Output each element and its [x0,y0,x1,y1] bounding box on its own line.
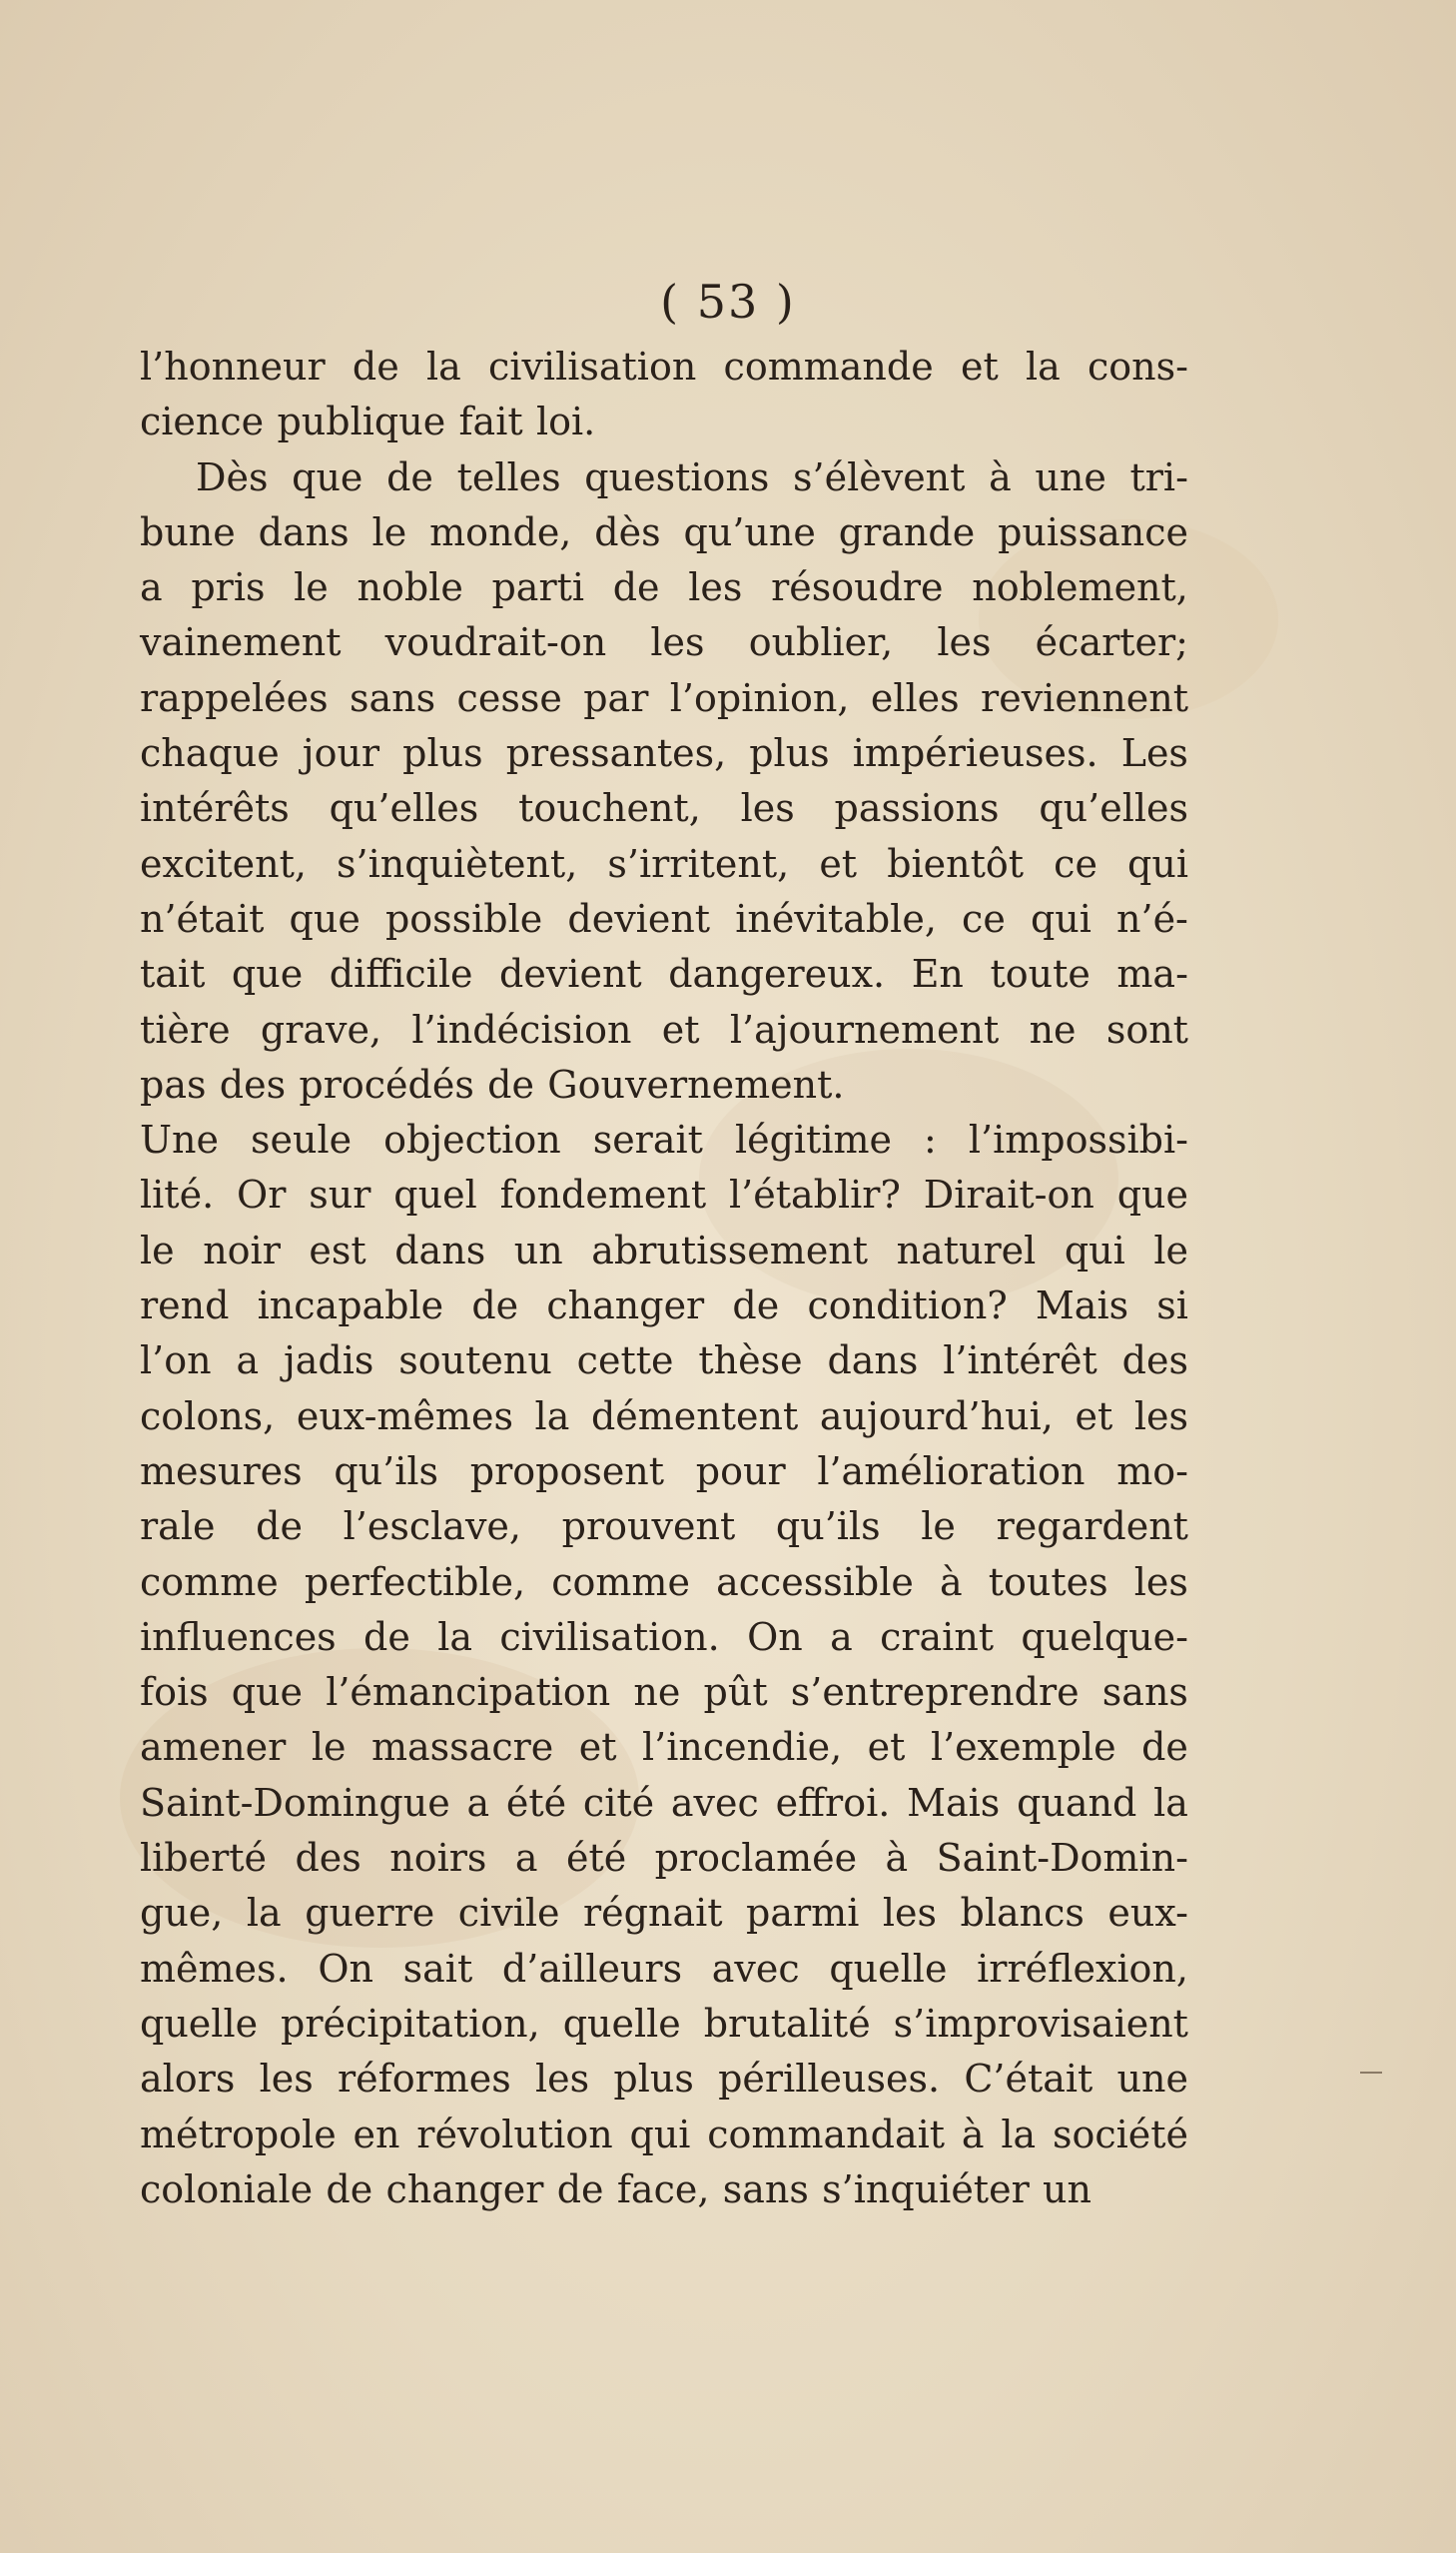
word: civile [457,1891,560,1936]
word: pût [703,1670,768,1715]
word: dangereux. [668,952,886,997]
word: le [311,1725,347,1770]
word: légitime [734,1118,893,1163]
word: vainement [140,620,342,665]
word: impérieuses. [852,731,1098,776]
text-line [140,837,1188,892]
text-line [140,1555,1188,1610]
word: l’honneur [140,345,326,389]
word: : [924,1118,937,1163]
word: précipitation, [281,2001,540,2046]
word: le [371,509,407,554]
word: de [256,1504,303,1549]
word: à [961,2112,985,2156]
word: puissance [998,509,1188,554]
word: une [1035,454,1106,499]
word: soutenu [398,1338,552,1383]
word: a [830,1614,853,1659]
word: aujourd’hui, [819,1393,1054,1438]
word: plus [749,731,830,776]
word: pris [191,565,266,610]
word: ce [1054,841,1097,886]
text-line [140,1720,1188,1775]
word: de [386,454,433,499]
word: qu’elles [329,786,479,831]
word: a [514,1836,538,1881]
word: de [326,2166,373,2211]
word: plus [613,2057,694,2102]
word: ne [633,1670,681,1715]
word: telles [456,454,561,499]
text-line [140,615,1188,670]
word: qu’une [683,509,816,554]
word: incapable [257,1283,444,1328]
word: démentent [590,1393,799,1438]
text-line [140,1058,1188,1113]
word: le [294,565,329,610]
word: à [940,1559,963,1604]
word: des [295,1836,362,1881]
word: guerre [305,1891,435,1936]
word: influences [140,1614,337,1659]
word: le [1153,1228,1188,1273]
word: civilisation [488,345,697,389]
word: En [911,952,964,997]
word: quand [1017,1780,1137,1825]
word: régnait [583,1891,723,1936]
word: mo- [1116,1448,1188,1493]
word: révolution [416,2112,613,2156]
word: à [989,454,1012,499]
word: le [140,1228,175,1273]
word: que [231,1670,304,1715]
text-line [140,2108,1188,2162]
word: coloniale [140,2166,314,2211]
text-line [140,340,1188,395]
word: avec [670,1780,759,1825]
word: changer [385,2166,544,2211]
word: ma- [1116,952,1188,997]
text-line [140,781,1188,836]
word: quelle [562,2001,681,2046]
word: l’impossibi- [968,1118,1188,1163]
word: devient [499,952,642,997]
word: et [960,345,999,389]
word: Une [140,1118,219,1163]
word: dans [258,509,350,554]
word: des [1121,1338,1188,1383]
word: dans [394,1228,486,1273]
word: Saint-Domin- [936,1836,1188,1881]
word: métropole [140,2112,337,2156]
word: gue, [140,1891,224,1936]
word: loi. [535,400,596,444]
word: l’opinion, [669,675,850,720]
text-line [140,450,1188,505]
word: l’esclave, [343,1504,521,1549]
text-line [140,2052,1188,2107]
word: s’inquiètent, [337,841,578,886]
word: l’ajournement [729,1007,1000,1052]
text-line [140,947,1188,1002]
word: dès [594,509,661,554]
word: comme [140,1559,279,1604]
word: sans [1101,1670,1188,1715]
word: reviennent [981,675,1188,720]
word: les [1133,1559,1188,1604]
word: s’entreprendre [790,1670,1080,1715]
word: et [1075,1393,1113,1438]
word: pressantes, [505,731,727,776]
word: qui [1030,896,1092,941]
word: objection [383,1118,561,1163]
word: Mais [1035,1283,1129,1328]
word: qu’ils [334,1448,439,1493]
word: l’on [140,1338,212,1383]
word: sans [350,675,436,720]
word: voudrait-on [384,620,607,665]
word: brutalité [703,2001,871,2046]
word: l’exemple [930,1725,1116,1770]
word: été [565,1836,627,1881]
word: les [688,565,743,610]
word: eux-mêmes [296,1393,513,1438]
word: noirs [389,1836,487,1881]
word: irréflexion, [977,1946,1188,1991]
text-line [140,1831,1188,1886]
text-line [140,560,1188,615]
word: n’était [140,896,265,941]
word: fondement [499,1173,707,1218]
word: que [231,952,304,997]
word: par [583,675,649,720]
word: colons, [140,1393,276,1438]
word: et [661,1007,700,1052]
text-line [140,1997,1188,2052]
word: qui [1127,841,1188,886]
text-line [140,1224,1188,1278]
word: réformes [337,2057,511,2102]
word: craint [880,1614,995,1659]
word: bientôt [887,841,1025,886]
word: de [471,1283,519,1328]
text-line [140,726,1188,781]
word: quelle [140,2001,259,2046]
word: un [513,1228,563,1273]
word: la [534,1393,570,1438]
word: Gouvernement. [547,1062,845,1107]
word: cette [576,1338,674,1383]
word: blancs [960,1891,1085,1936]
word: les [882,1891,938,1936]
word: et [867,1725,906,1770]
word: la [425,345,461,389]
word: devient [567,896,711,941]
word: plus [402,731,483,776]
word: la [1153,1780,1188,1825]
word: est [309,1228,366,1273]
word: pas [140,1062,207,1107]
text-line [140,1168,1188,1223]
text-line [140,1389,1188,1444]
word: parmi [746,1891,860,1936]
word: mesures [140,1448,303,1493]
word: qui [1064,1228,1125,1273]
word: que [292,454,364,499]
word: s’irritent, [607,841,790,886]
word: sont [1105,1007,1188,1052]
word: périlleuses. [718,2057,941,2102]
word: sait [402,1946,473,1991]
text-line [140,1444,1188,1499]
word: chaque [140,731,280,776]
word: noir [203,1228,281,1273]
word: Les [1120,731,1188,776]
word: les [259,2057,314,2102]
word: civilisation. [499,1614,720,1659]
word: de [732,1283,780,1328]
text-line [140,1003,1188,1058]
word: a [236,1338,260,1383]
text-line [140,1113,1188,1168]
word: quel [393,1173,477,1218]
body-text [140,340,1188,2217]
word: jadis [283,1338,374,1383]
word: Saint-Domingue [140,1780,450,1825]
word: a [466,1780,490,1825]
word: l’établir? [729,1173,901,1218]
word: quelque- [1021,1614,1188,1659]
word: tait [140,952,206,997]
text-line [140,1942,1188,1997]
word: tière [140,1007,231,1052]
word: de [556,2166,604,2211]
word: cité [582,1780,655,1825]
word: à [885,1836,909,1881]
word: que [1116,1173,1188,1218]
word: Mais [907,1780,1001,1825]
word: condition? [807,1283,1008,1328]
word: possible [384,896,543,941]
word: seule [251,1118,353,1163]
text-line [140,1499,1188,1554]
word: jour [302,731,380,776]
word: Dirait-on [923,1173,1094,1218]
word: massacre [370,1725,554,1770]
text-line [140,1333,1188,1388]
word: si [1156,1283,1188,1328]
word: un [1043,2166,1092,2211]
word: tri- [1129,454,1188,499]
text-line [140,2162,1188,2217]
word: et [578,1725,617,1770]
word: a [140,565,163,610]
word: mêmes. [140,1946,289,1991]
word: cons- [1088,345,1188,389]
word: en [353,2112,400,2156]
word: écarter; [1035,620,1188,665]
word: changer [546,1283,705,1328]
word: quelle [829,1946,948,1991]
word: monde, [429,509,572,554]
word: toutes [988,1559,1108,1604]
word: pour [695,1448,786,1493]
word: touchent, [518,786,701,831]
word: les [740,786,795,831]
word: s’improvisaient [893,2001,1188,2046]
word: rappelées [140,675,329,720]
word: les [937,620,992,665]
word: s’élèvent [793,454,966,499]
word: noble [357,565,463,610]
word: alors [140,2057,236,2102]
word: questions [584,454,770,499]
word: la [1001,2112,1037,2156]
word: la [246,1891,282,1936]
word: parti [491,565,585,610]
word: ce [962,896,1006,941]
word: amener [140,1725,287,1770]
word: s’inquiéter [822,2166,1030,2211]
word: passions [834,786,1000,831]
word: dans [827,1338,919,1383]
word: eux- [1107,1891,1188,1936]
word: les [650,620,705,665]
word: de [364,1614,410,1659]
word: de [487,1062,534,1107]
word: l’amélioration [817,1448,1086,1493]
word: de [612,565,660,610]
text-line [140,671,1188,726]
text-line [140,1610,1188,1665]
word: inévitable, [735,896,937,941]
word: les [535,2057,590,2102]
text-line [140,1278,1188,1333]
word: regardent [996,1504,1188,1549]
word: rend [140,1283,230,1328]
word: serait [592,1118,703,1163]
word: Dès [196,454,269,499]
word: perfectible, [304,1559,526,1604]
page-number: ( 53 ) [660,275,796,329]
word: de [1141,1725,1188,1770]
word: cience [140,400,265,444]
word: effroi. [775,1780,891,1825]
word: elles [870,675,960,720]
word: proposent [469,1448,665,1493]
word: commande [723,345,934,389]
word: société [1052,2112,1188,2156]
word: avec [711,1946,800,1991]
text-line [140,1886,1188,1941]
word: lité. [140,1173,215,1218]
word: l’indécision [411,1007,632,1052]
word: résoudre [771,565,944,610]
word: difficile [329,952,473,997]
word: l’émancipation [326,1670,611,1715]
word: comme [551,1559,690,1604]
word: sur [309,1173,371,1218]
text-line [140,395,1188,449]
text-line [140,1665,1188,1720]
word: publique [277,400,446,444]
word: qu’ils [775,1504,881,1549]
word: commandait [707,2112,946,2156]
word: thèse [698,1338,803,1383]
word: liberté [140,1836,268,1881]
word: l’intérêt [943,1338,1097,1383]
word: On [747,1614,803,1659]
word: bune [140,509,236,554]
word: qui [629,2112,691,2156]
word: fois [140,1670,209,1715]
word: l’incendie, [642,1725,843,1770]
word: fait [458,400,523,444]
text-line [140,505,1188,560]
word: cesse [456,675,562,720]
word: une [1116,2057,1188,2102]
margin-mark [1360,2072,1382,2074]
word: procédés [299,1062,474,1107]
word: grave, [260,1007,382,1052]
word: le [921,1504,956,1549]
word: les [1133,1393,1188,1438]
word: que [289,896,361,941]
text-line [140,892,1188,947]
word: excitent, [140,841,307,886]
word: la [437,1614,473,1659]
word: proclamée [654,1836,858,1881]
word: naturel [896,1228,1037,1273]
word: été [505,1780,567,1825]
word: grande [838,509,976,554]
word: C’était [964,2057,1093,2102]
word: toute [990,952,1091,997]
text-line [140,1776,1188,1831]
word: la [1025,345,1061,389]
word: ne [1029,1007,1077,1052]
word: oublier, [748,620,894,665]
word: n’é- [1116,896,1188,941]
word: et [819,841,858,886]
word: On [318,1946,373,1991]
word: face, [616,2166,710,2211]
word: de [352,345,399,389]
word: intérêts [140,786,290,831]
word: prouvent [561,1504,736,1549]
word: noblement, [972,565,1188,610]
word: d’ailleurs [501,1946,683,1991]
word: rale [140,1504,216,1549]
word: abrutissement [591,1228,869,1273]
word: des [219,1062,287,1107]
word: Or [237,1173,287,1218]
word: accessible [716,1559,914,1604]
word: qu’elles [1039,786,1188,831]
word: sans [722,2166,809,2211]
